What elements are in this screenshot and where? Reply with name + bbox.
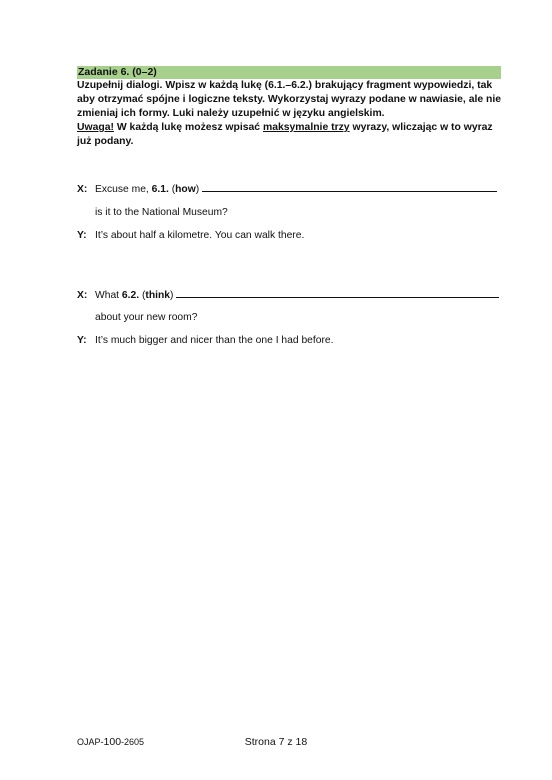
answer-gap-6-2[interactable] <box>176 287 499 298</box>
keyword-close: ) <box>195 184 200 195</box>
keyword-open: ( <box>168 184 176 195</box>
dialogue-2-x-continuation: about your new room? <box>95 312 198 323</box>
gap-number-6-2: 6.2. <box>121 290 140 301</box>
note-pre: W każdą lukę możesz wpisać <box>113 122 263 133</box>
dialogue-2-x-line <box>77 287 499 302</box>
speaker-x: X: <box>77 184 88 195</box>
exam-code-main: 100 <box>103 736 122 748</box>
speaker-y: Y: <box>77 230 87 241</box>
task-title: Zadanie 6. (0–2) <box>77 66 501 79</box>
keyword-think: think <box>145 290 170 301</box>
dialogue-1-x-continuation: is it to the National Museum? <box>95 207 228 218</box>
keyword-how: how <box>175 184 196 195</box>
answer-gap-6-1[interactable] <box>202 181 497 192</box>
task-instructions <box>77 79 503 149</box>
gap-number-6-1: 6.1. <box>151 184 169 195</box>
note <box>77 121 503 149</box>
speaker-x: X: <box>77 290 88 301</box>
dialogue-1-y-line <box>77 229 304 242</box>
dialogue-1-x-before: Excuse me, <box>95 184 152 195</box>
keyword-open: ( <box>139 290 146 301</box>
dialogue-2-y-text: It’s much bigger and nicer than the one I had before. <box>95 335 334 346</box>
note-post: wyrazy, wliczając w to wyraz już podany. <box>77 122 493 147</box>
dialogue-2-y-line <box>77 334 334 347</box>
note-label: Uwaga! <box>77 122 114 133</box>
instruction-text: Uzupełnij dialogi. Wpisz w każdą lukę (6.1.–6.2.) brakujący fragment wypowiedzi, tak aby otrzymać spójne i logiczne teksty. Wykorzystaj wyrazy podane w nawiasie, ale nie zmieniaj ich formy. Luki należy uzupełnić w języku angielskim. <box>77 80 502 119</box>
dialogue-1-x-line <box>77 181 497 196</box>
speaker-y: Y: <box>77 335 87 346</box>
dialogue-2-x-before: What <box>95 290 122 301</box>
dialogue-1-y-text: It’s about half a kilometre. You can walk there. <box>95 230 305 241</box>
exam-code-prefix: OJAP- <box>77 737 104 747</box>
exam-code-suffix: -2605 <box>121 737 145 747</box>
keyword-close: ) <box>170 290 174 301</box>
note-underlined: maksymalnie trzy <box>262 122 350 133</box>
page-number: Strona 7 z 18 <box>244 736 308 748</box>
